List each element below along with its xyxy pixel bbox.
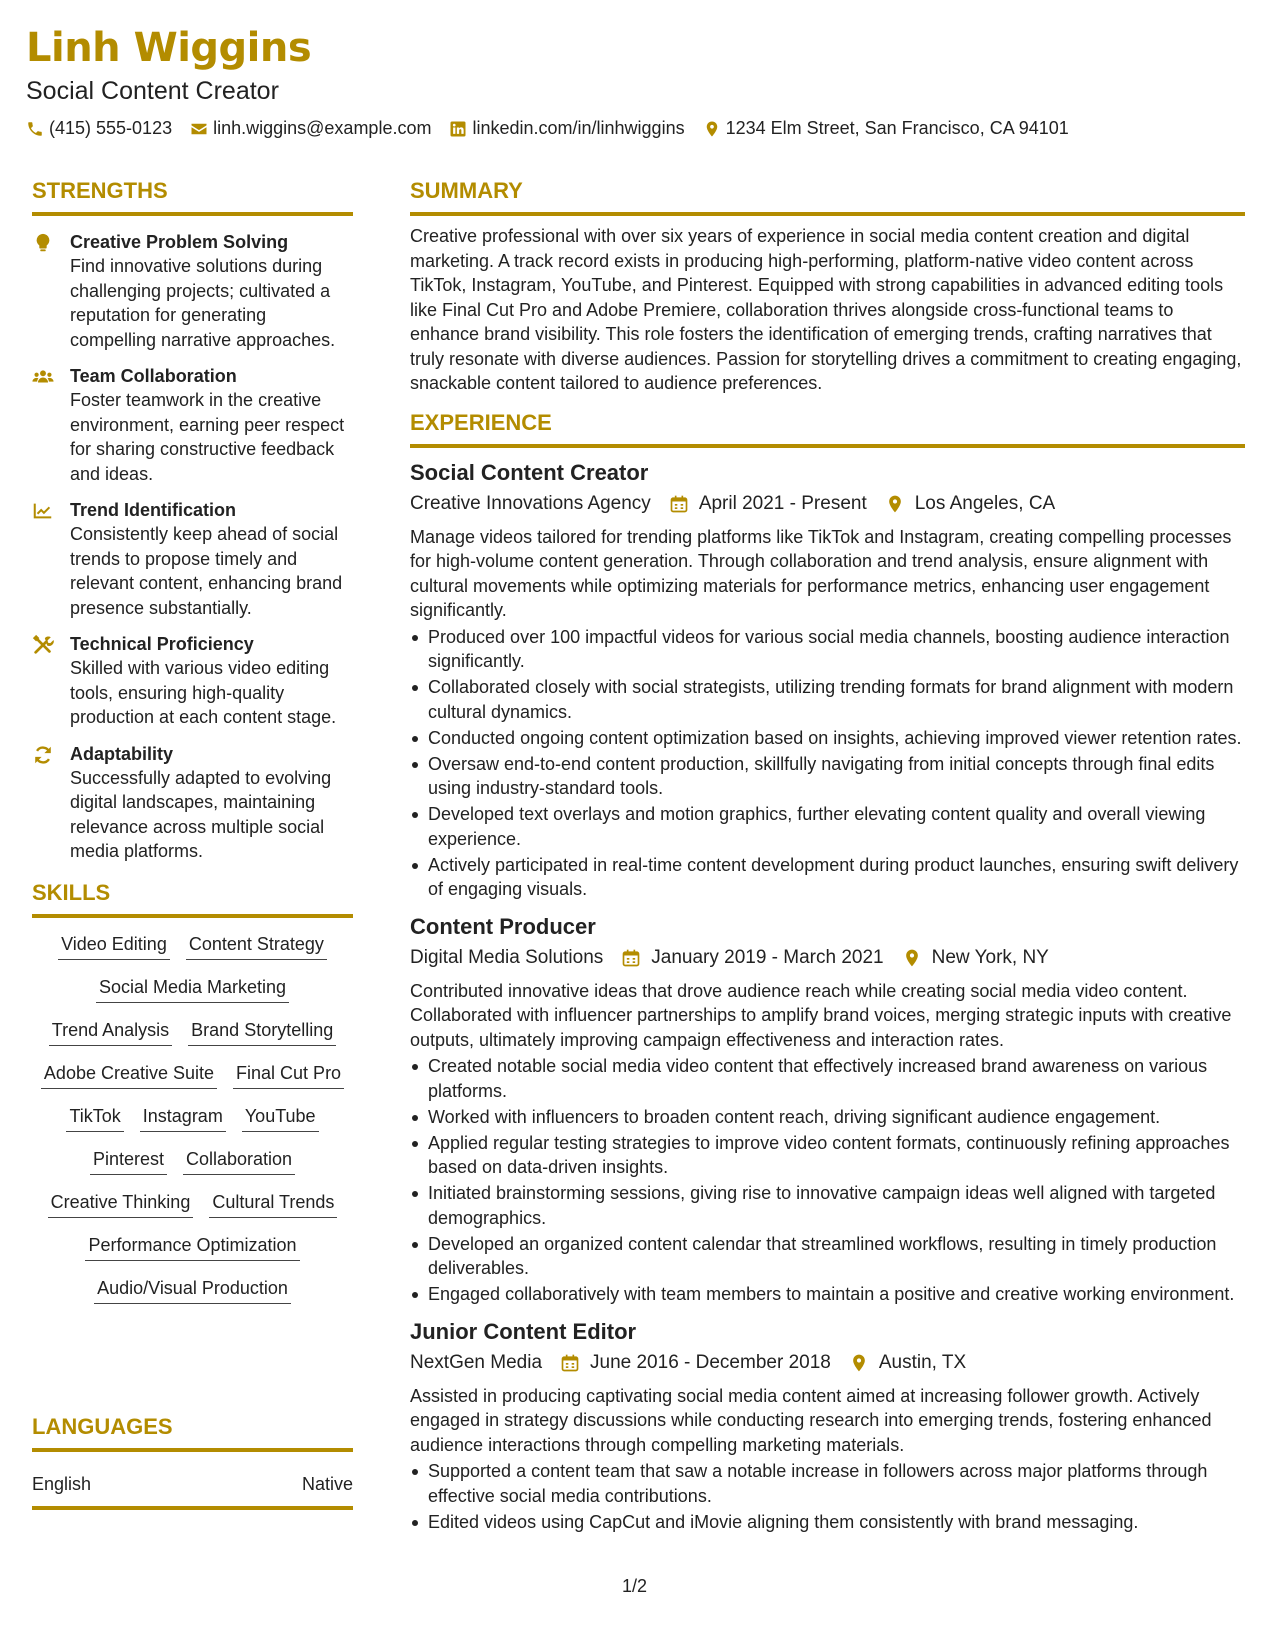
bullet-item: Produced over 100 impactful videos for various social media channels, boosting audience interaction significantly. xyxy=(410,625,1245,674)
job-description: Assisted in producing captivating social media content aimed at increasing follower growth. Actively engaged in strategy discussions while conducting research into emerging trends, fostering enhanced audience interactions through compelling marketing materials. xyxy=(410,1385,1212,1455)
job-entry xyxy=(410,912,1245,1307)
job-entry xyxy=(410,458,1245,902)
candidate-name: Linh Wiggins xyxy=(26,25,312,71)
strength-title: Adaptability xyxy=(70,743,174,764)
experience-heading: EXPERIENCE xyxy=(410,408,1245,448)
skill-tag: Adobe Creative Suite xyxy=(41,1061,217,1089)
left-column xyxy=(32,176,353,1494)
skill-tag: Final Cut Pro xyxy=(233,1061,344,1089)
email-text: linh.wiggins@example.com xyxy=(213,118,432,138)
strength-desc: Consistently keep ahead of social trends to propose timely and relevant content, enhancing brand presence substantially. xyxy=(70,524,343,618)
bullet-item: Collaborated closely with social strategists, utilizing trending formats for brand alignment with modern cultural dynamics. xyxy=(410,675,1245,724)
strength-title: Creative Problem Solving xyxy=(70,232,289,252)
strength-title: Technical Proficiency xyxy=(70,634,254,654)
job-meta xyxy=(410,943,1245,973)
skill-tag: Instagram xyxy=(140,1104,226,1132)
job-company: NextGen Media xyxy=(410,1351,543,1373)
languages-section xyxy=(32,1412,353,1510)
job-dates: June 2016 - December 2018 xyxy=(590,1351,831,1373)
job-description: Contributed innovative ideas that drove audience reach while creating social media video content. Collaborated with influencer partnerships to amplify brand voices, merging strategic inputs with creative outputs, ultimately improving campaign effectiveness and interaction rates. xyxy=(410,980,1232,1050)
job-meta xyxy=(410,489,1245,519)
map-marker-icon xyxy=(902,948,922,968)
job-title: Social Content Creator xyxy=(410,459,649,485)
phone-text: (415) 555-0123 xyxy=(49,118,173,138)
skill-tag: Trend Analysis xyxy=(49,1018,172,1046)
job-bullets xyxy=(410,625,1245,902)
strengths-heading: STRENGTHS xyxy=(32,176,353,216)
job-title: Content Producer xyxy=(410,913,596,939)
job-meta xyxy=(410,1348,1245,1378)
strength-item xyxy=(32,498,353,620)
job-location: New York, NY xyxy=(931,946,1049,968)
job-location: Austin, TX xyxy=(878,1351,967,1373)
job-bullets xyxy=(410,1459,1245,1534)
map-marker-icon xyxy=(703,120,721,138)
skill-tag: Creative Thinking xyxy=(48,1190,194,1218)
strength-item xyxy=(32,364,353,486)
job-description: Manage videos tailored for trending platforms like TikTok and Instagram, creating compelling processes for high-volume content generation. Through collaboration and trend analysis, ensure alignment with cultural movements while optimizing materials for performance metrics, enhancing user engagement significantly. xyxy=(410,526,1232,620)
calendar-icon xyxy=(621,948,641,968)
bullet-item: Conducted ongoing content optimization based on insights, achieving improved viewer retention rates. xyxy=(410,726,1245,751)
phone-icon xyxy=(26,120,44,138)
sync-icon xyxy=(32,744,54,766)
map-marker-icon xyxy=(849,1353,869,1373)
skills-section xyxy=(32,878,353,1304)
language-row xyxy=(32,1472,353,1510)
language-name: English xyxy=(32,1474,92,1494)
contact-linkedin[interactable] xyxy=(449,118,684,139)
strength-title: Team Collaboration xyxy=(70,366,237,386)
page-number: 1/2 xyxy=(622,1576,648,1596)
bullet-item: Engaged collaboratively with team members to maintain a positive and creative working environment. xyxy=(410,1282,1245,1307)
calendar-icon xyxy=(560,1353,580,1373)
strength-item xyxy=(32,632,353,730)
address-text: 1234 Elm Street, San Francisco, CA 94101 xyxy=(725,118,1069,138)
job-dates: January 2019 - March 2021 xyxy=(651,946,884,968)
strength-item xyxy=(32,742,353,864)
summary-text: Creative professional with over six years of experience in social media content creation and digital marketing. A track record exists in producing high-performing, platform-native video content across TikTok, Instagram, YouTube, and Pinterest. Equipped with strong capabilities in advanced editing tools like Final Cut Pro and Adobe Premiere, collaboration thrives alongside cross-functional teams to enhance brand visibility. This role fosters the identification of emerging trends, crafting narratives that truly resonate with diverse audiences. Passion for storytelling drives a commitment to creating engaging, snackable content tailored to audience preferences. xyxy=(410,226,1242,393)
strength-title: Trend Identification xyxy=(70,500,237,520)
contact-email[interactable] xyxy=(190,118,431,139)
linkedin-text: linkedin.com/in/linhwiggins xyxy=(472,118,685,138)
bullet-item: Oversaw end-to-end content production, skillfully navigating from initial concepts through final edits using industry-standard tools. xyxy=(410,752,1245,801)
bullet-item: Supported a content team that saw a notable increase in followers across major platforms through effective social media contributions. xyxy=(410,1459,1245,1508)
strength-desc: Skilled with various video editing tools, ensuring high-quality production at each content stage. xyxy=(70,658,337,727)
skill-tag: Video Editing xyxy=(58,932,170,960)
language-level: Native xyxy=(301,1474,353,1494)
contact-address xyxy=(703,118,1069,139)
resume-header xyxy=(26,24,1246,139)
skill-tag: Social Media Marketing xyxy=(96,975,289,1003)
skill-tag: Audio/Visual Production xyxy=(94,1276,291,1304)
languages-heading: LANGUAGES xyxy=(32,1412,353,1452)
skill-tag: YouTube xyxy=(242,1104,319,1132)
skill-tag: Brand Storytelling xyxy=(188,1018,336,1046)
job-entry xyxy=(410,1317,1245,1535)
users-icon xyxy=(32,366,54,388)
bullet-item: Worked with influencers to broaden content reach, driving significant audience engagement. xyxy=(410,1105,1245,1130)
job-bullets xyxy=(410,1054,1245,1307)
skill-tag: Collaboration xyxy=(183,1147,295,1175)
skill-tag: Cultural Trends xyxy=(209,1190,337,1218)
job-location: Los Angeles, CA xyxy=(914,492,1056,514)
bullet-item: Applied regular testing strategies to improve video content formats, continuously refining approaches based on data-driven insights. xyxy=(410,1131,1245,1180)
strength-desc: Find innovative solutions during challenging projects; cultivated a reputation for generating compelling narrative approaches. xyxy=(70,256,336,350)
bullet-item: Developed an organized content calendar that streamlined workflows, resulting in timely production deliverables. xyxy=(410,1232,1245,1281)
skill-tag: Performance Optimization xyxy=(85,1233,299,1261)
job-company: Digital Media Solutions xyxy=(410,946,604,968)
lightbulb-icon xyxy=(32,232,54,254)
bullet-item: Created notable social media video content that effectively increased brand awareness on various platforms. xyxy=(410,1054,1245,1103)
envelope-icon xyxy=(190,120,208,138)
linkedin-icon xyxy=(449,120,467,138)
right-column xyxy=(410,176,1245,1536)
bullet-item: Actively participated in real-time content development during product launches, ensuring swift delivery of engaging visuals. xyxy=(410,853,1245,902)
contact-phone[interactable] xyxy=(26,118,172,139)
strengths-list xyxy=(32,230,353,864)
bullet-item: Initiated brainstorming sessions, giving rise to innovative campaign ideas well aligned with targeted demographics. xyxy=(410,1181,1245,1230)
contact-bar xyxy=(26,118,1246,139)
tools-icon xyxy=(32,634,54,656)
bullet-item: Edited videos using CapCut and iMovie aligning them consistently with brand messaging. xyxy=(410,1510,1245,1535)
skills-list xyxy=(32,932,353,1304)
job-company: Creative Innovations Agency xyxy=(410,492,651,514)
strength-desc: Foster teamwork in the creative environment, earning peer respect for sharing constructive feedback and ideas. xyxy=(70,390,345,484)
map-marker-icon xyxy=(885,494,905,514)
calendar-icon xyxy=(669,494,689,514)
skill-tag: Pinterest xyxy=(90,1147,167,1175)
chart-line-icon xyxy=(32,500,54,522)
job-dates: April 2021 - Present xyxy=(698,492,867,514)
skill-tag: Content Strategy xyxy=(186,932,327,960)
bullet-item: Developed text overlays and motion graphics, further elevating content quality and overall viewing experience. xyxy=(410,802,1245,851)
skill-tag: TikTok xyxy=(66,1104,123,1132)
strength-desc: Successfully adapted to evolving digital landscapes, maintaining relevance across multiple social media platforms. xyxy=(70,767,332,861)
skills-heading: SKILLS xyxy=(32,878,353,918)
summary-heading: SUMMARY xyxy=(410,176,1245,216)
candidate-title: Social Content Creator xyxy=(26,77,279,105)
job-title: Junior Content Editor xyxy=(410,1318,637,1344)
experience-section xyxy=(410,408,1245,1535)
strength-item xyxy=(32,230,353,352)
